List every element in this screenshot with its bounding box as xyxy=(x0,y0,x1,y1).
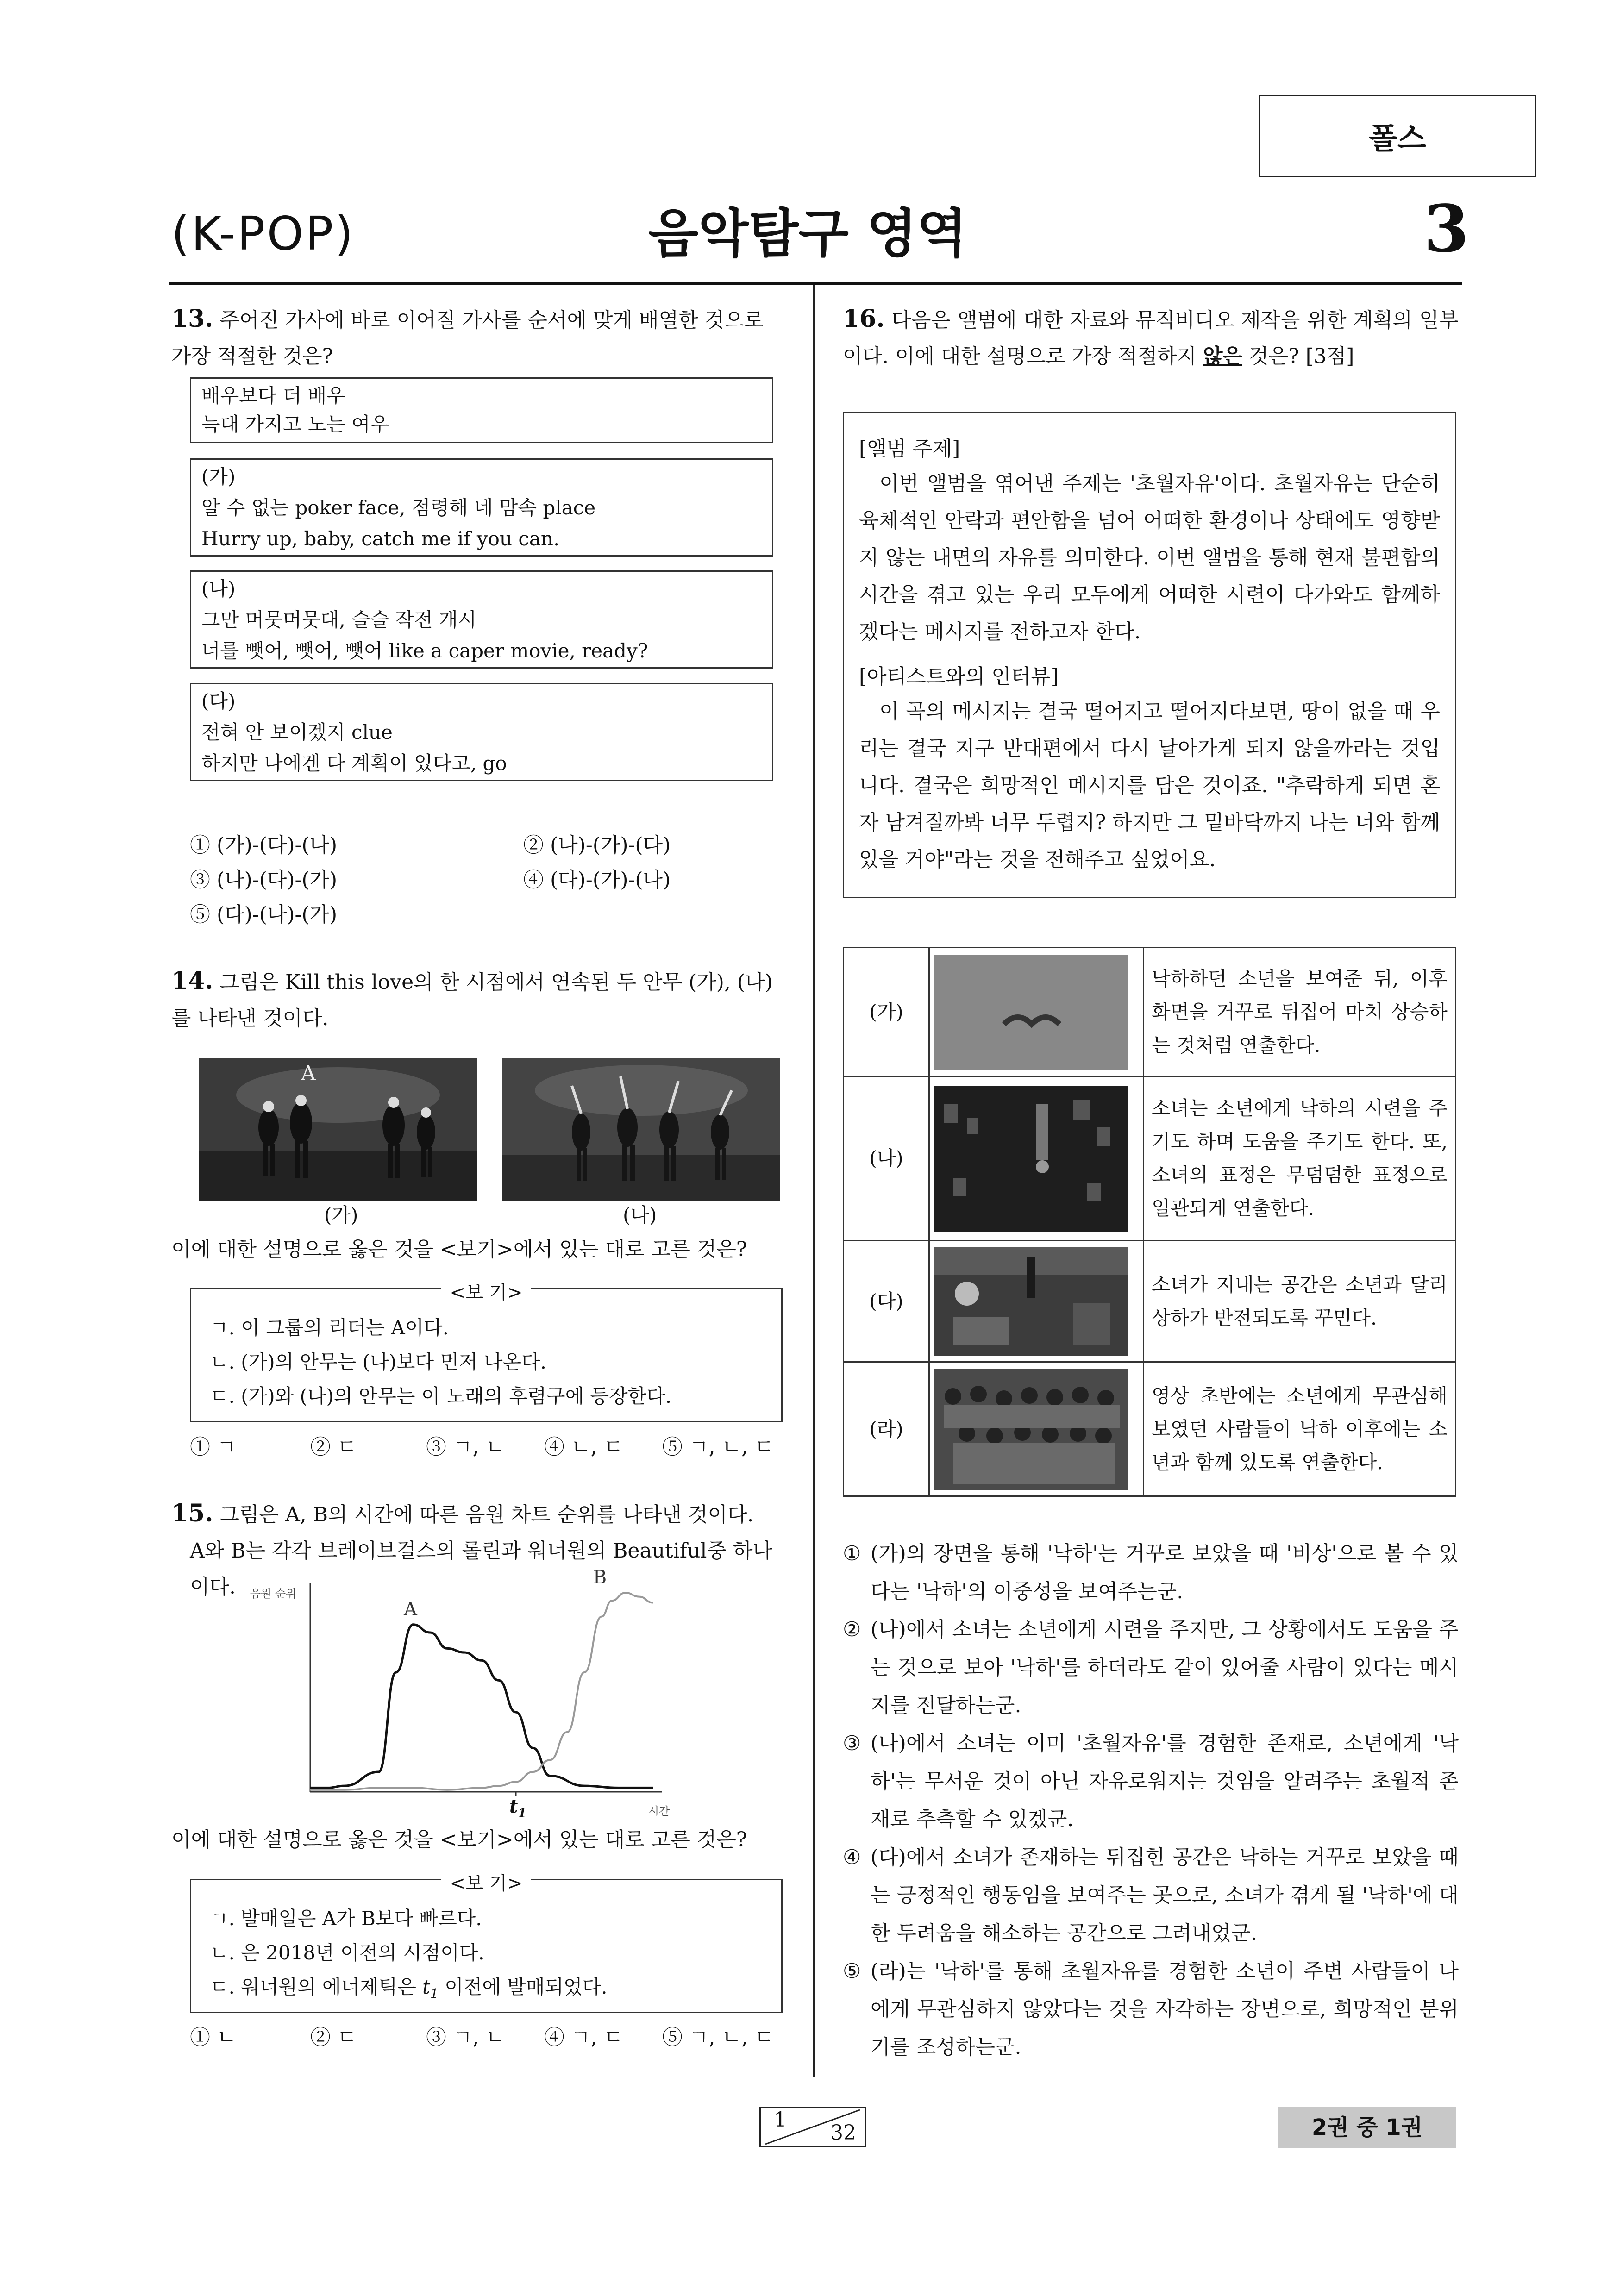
option-3[interactable]: ③ (나)-(다)-(가) xyxy=(190,868,338,892)
column-divider xyxy=(813,285,815,2077)
question-stem: 다음은 앨범에 대한 자료와 뮤직비디오 제작을 위한 계획의 일부이다. 이에 대한 설명으로 가장 적절하지 xyxy=(843,308,1459,368)
choice-mark: ① xyxy=(843,1542,861,1565)
bogi-title: <보 기> xyxy=(441,1873,531,1894)
bogi-item: ㄱ. 이 그룹의 리더는 A이다. xyxy=(210,1316,449,1339)
page-current: 1 xyxy=(774,2108,787,2132)
page-total: 32 xyxy=(830,2121,856,2145)
given-lyrics-box xyxy=(190,377,773,443)
page-indicator xyxy=(759,2107,866,2147)
series-line-A xyxy=(310,1625,653,1788)
volume-badge: 2권 중 1권 xyxy=(1278,2107,1456,2148)
lyric-line: 하지만 나에겐 다 계획이 있다고, go xyxy=(201,752,507,775)
table-row xyxy=(844,1241,1456,1362)
option-2[interactable]: ② ㄷ xyxy=(310,1435,357,1459)
choice-text: (가)의 장면을 통해 '낙하'는 거꾸로 보았을 때 '비상'으로 볼 수 있다는 '낙하'의 이중성을 보여주는군. xyxy=(871,1542,1459,1603)
table-row xyxy=(844,1362,1456,1496)
dance-photo-ga xyxy=(199,1058,477,1201)
lyrics-box-label: (가) xyxy=(201,465,236,488)
interview-body: 이 곡의 메시지는 결국 떨어지고 떨어지다보면, 땅이 없을 때 우리는 결국 지구 반대편에서 다시 날아가게 되지 않을까라는 것입니다. 결국은 희망적인 메시지를 담은 것이죠. "추락하게 되면 혼자 남겨질까봐 너무 두렵지? 하지만 그 밑바닥까지 나는 너와 함께 있을 거야"라는 것을 전해주고 싶었어요. xyxy=(859,700,1440,871)
row-label: (나) xyxy=(844,1076,929,1241)
question-number: 16. xyxy=(843,305,885,333)
q16-choices xyxy=(843,1535,1459,2066)
option-3[interactable]: ③ ㄱ, ㄴ xyxy=(426,1435,505,1459)
bogi-box-14 xyxy=(190,1282,783,1422)
header-rule xyxy=(169,282,1462,285)
table-row xyxy=(844,948,1456,1076)
question-stem-line: A와 B는 각각 브레이브걸스의 롤린과 워너원의 Beautiful중 하나 xyxy=(190,1539,772,1563)
album-theme-title: [앨범 주제] xyxy=(859,437,960,461)
choice-mark: ② xyxy=(843,1618,861,1641)
series-line-B xyxy=(310,1593,653,1790)
option-4[interactable]: ④ ㄱ, ㄷ xyxy=(544,2026,623,2049)
bogi-item: ㄴ. 은 2018년 이전의 시점이다. xyxy=(210,1941,484,1964)
choice-1[interactable] xyxy=(843,1535,1459,1611)
choice-5[interactable] xyxy=(843,1952,1459,2066)
bogi-item-text: 이전에 발매되었다. xyxy=(445,1976,608,1998)
question-16 xyxy=(843,301,1459,375)
option-1[interactable]: ① (가)-(다)-(나) xyxy=(190,833,338,857)
choice-2[interactable] xyxy=(843,1611,1459,1725)
bogi-item: ㄴ. (가)의 안무는 (나)보다 먼저 나온다. xyxy=(210,1351,547,1373)
question-emphasis: 않은 xyxy=(1203,344,1242,368)
question-stem-tail: 것은? [3점] xyxy=(1249,344,1354,368)
choice-text: (나)에서 소녀는 소년에게 시련을 주지만, 그 상황에서도 도움을 주는 것으로 보아 '낙하'를 하더라도 같이 있어줄 사람이 있다는 메시지를 전달하는군. xyxy=(871,1618,1459,1717)
question-number: 13. xyxy=(171,305,213,333)
choice-mark: ⑤ xyxy=(843,1959,861,1983)
lyrics-box-ga xyxy=(190,458,773,557)
page-title: 음악탐구 영역 xyxy=(648,204,967,264)
photo-marker-a: A xyxy=(301,1062,316,1085)
lyrics-box-na xyxy=(190,570,773,669)
lyric-line: 알 수 없는 poker face, 점령해 네 맘속 place xyxy=(201,496,596,519)
question-15-prompt: 이에 대한 설명으로 옳은 것을 <보기>에서 있는 대로 고른 것은? xyxy=(171,1828,747,1852)
lyric-line: Hurry up, baby, catch me if you can. xyxy=(201,527,560,550)
question-stem-line: 이다. xyxy=(190,1575,236,1599)
choice-mark: ③ xyxy=(843,1732,861,1755)
interview-title: [아티스트와의 인터뷰] xyxy=(859,665,1059,688)
scene-description: 낙하하던 소년을 보여준 뒤, 이후 화면을 거꾸로 뒤집어 마치 상승하는 것처럼 연출한다. xyxy=(1144,948,1456,1076)
question-14-prompt: 이에 대한 설명으로 옳은 것을 <보기>에서 있는 대로 고른 것은? xyxy=(171,1238,747,1261)
question-stem: 주어진 가사에 바로 이어질 가사를 순서에 맞게 배열한 것으로 가장 적절한 것은? xyxy=(171,308,764,368)
option-5[interactable]: ⑤ ㄱ, ㄴ, ㄷ xyxy=(662,2026,774,2049)
question-number: 15. xyxy=(171,1499,213,1527)
bogi-item-text: ㄷ. 워너원의 에너제틱은 xyxy=(210,1976,416,1998)
lyric-line: 배우보다 더 배우 xyxy=(201,384,345,407)
bogi-title: <보 기> xyxy=(441,1282,531,1303)
option-3[interactable]: ③ ㄱ, ㄴ xyxy=(426,2026,505,2049)
scene-image xyxy=(929,1076,1144,1241)
question-number: 14. xyxy=(171,967,213,995)
lyrics-box-da xyxy=(190,683,773,781)
bogi-item xyxy=(210,1970,763,2011)
dance-photo-na xyxy=(502,1058,780,1201)
mv-plan-table xyxy=(843,947,1456,1497)
bogi-item: ㄷ. (가)와 (나)의 안무는 이 노래의 후렴구에 등장한다. xyxy=(210,1385,672,1408)
option-4[interactable]: ④ ㄴ, ㄷ xyxy=(544,1435,623,1459)
rank-chart xyxy=(241,1565,704,1833)
scene-image xyxy=(929,1241,1144,1362)
question-14 xyxy=(171,963,787,1037)
question-13 xyxy=(171,301,787,375)
row-label: (다) xyxy=(844,1241,929,1362)
lyric-line: 너를 뺏어, 뺏어, 뺏어 like a caper movie, ready? xyxy=(201,639,648,662)
subject-badge xyxy=(1259,95,1536,177)
question-stem: 그림은 Kill this love의 한 시점에서 연속된 두 안무 (가), (나)를 나타낸 것이다. xyxy=(171,970,773,1030)
x-axis-label: 시간 xyxy=(648,1805,670,1818)
question-stem-line: 그림은 A, B의 시간에 따른 음원 차트 순위를 나타낸 것이다. xyxy=(219,1503,754,1526)
lyric-line: 그만 머뭇머뭇대, 슬슬 작전 개시 xyxy=(201,608,477,631)
choice-text: (나)에서 소녀는 이미 '초월자유'를 경험한 존재로, 소년에게 '낙하'는 무서운 것이 아닌 자유로워지는 것임을 알려주는 초월적 존재로 추측할 수 있겠군. xyxy=(871,1732,1459,1831)
choice-text: (라)는 '낙하'를 통해 초월자유를 경험한 소년이 주변 사람들이 나에게 무관심하지 않았다는 것을 자각하는 장면으로, 희망적인 분위기를 조성하는군. xyxy=(871,1959,1459,2059)
option-1[interactable]: ① ㄴ xyxy=(190,2026,237,2049)
option-2[interactable]: ② (나)-(가)-(다) xyxy=(523,833,671,857)
series-label-B: B xyxy=(593,1567,607,1588)
choice-4[interactable] xyxy=(843,1839,1459,1952)
scene-description: 소녀는 소년에게 낙하의 시련을 주기도 하며 도움을 주기도 한다. 또, 소녀의 표정은 무덤덤한 표정으로 일관되게 연출한다. xyxy=(1144,1076,1456,1241)
x-tick-label-t1: $t_1$ xyxy=(509,1796,526,1821)
option-1[interactable]: ① ㄱ xyxy=(190,1435,237,1459)
y-axis-label: 음원 순위 xyxy=(250,1587,297,1600)
table-row xyxy=(844,1076,1456,1241)
lyrics-box-label: (나) xyxy=(201,577,236,600)
album-info-box xyxy=(843,412,1456,898)
photo-caption-na: (나) xyxy=(623,1204,657,1226)
t1-symbol: $t_1$ xyxy=(422,1976,439,2002)
row-label: (가) xyxy=(844,948,929,1076)
page-number: 3 xyxy=(1424,191,1469,267)
lyrics-box-label: (다) xyxy=(201,690,236,713)
bogi-item: ㄱ. 발매일은 A가 B보다 빠르다. xyxy=(210,1907,482,1930)
series-label: (K-POP) xyxy=(171,206,355,261)
scene-description: 영상 초반에는 소년에게 무관심해 보였던 사람들이 낙하 이후에는 소년과 함께 있도록 연출한다. xyxy=(1144,1362,1456,1496)
scene-description: 소녀가 지내는 공간은 소년과 달리 상하가 반전되도록 꾸민다. xyxy=(1144,1241,1456,1362)
option-5[interactable]: ⑤ (다)-(나)-(가) xyxy=(190,903,338,926)
subject-badge-label: 폴스 xyxy=(1369,122,1426,156)
option-5[interactable]: ⑤ ㄱ, ㄴ, ㄷ xyxy=(662,1435,774,1459)
series-label-A: A xyxy=(404,1598,417,1620)
scene-image xyxy=(929,1362,1144,1496)
choice-mark: ④ xyxy=(843,1846,861,1869)
album-theme-body: 이번 앨범을 엮어낸 주제는 '초월자유'이다. 초월자유는 단순히 육체적인 안락과 편안함을 넘어 어떠한 환경이나 상태에도 영향받지 않는 내면의 자유를 의미한다. 이번 앨범을 통해 현재 불편함의 시간을 겪고 있는 우리 모두에게 어떠한 시련이 다가와도 함께하겠다는 메시지를 전하고자 한다. xyxy=(859,472,1440,644)
row-label: (라) xyxy=(844,1362,929,1496)
choice-text: (다)에서 소녀가 존재하는 뒤집힌 공간은 낙하는 거꾸로 보았을 때는 긍정적인 행동임을 보여주는 곳으로, 소녀가 겪게 될 '낙하'에 대한 두려움을 해소하는 공간으로 그려내었군. xyxy=(871,1846,1459,1945)
photo-caption-ga: (가) xyxy=(324,1204,358,1226)
option-4[interactable]: ④ (다)-(가)-(나) xyxy=(523,868,671,892)
choice-3[interactable] xyxy=(843,1725,1459,1839)
lyric-line: 전혀 안 보이겠지 clue xyxy=(201,721,393,744)
bogi-box-15 xyxy=(190,1873,783,2013)
lyric-line: 늑대 가지고 노는 여우 xyxy=(201,413,389,436)
option-2[interactable]: ② ㄷ xyxy=(310,2026,357,2049)
scene-image xyxy=(929,948,1144,1076)
